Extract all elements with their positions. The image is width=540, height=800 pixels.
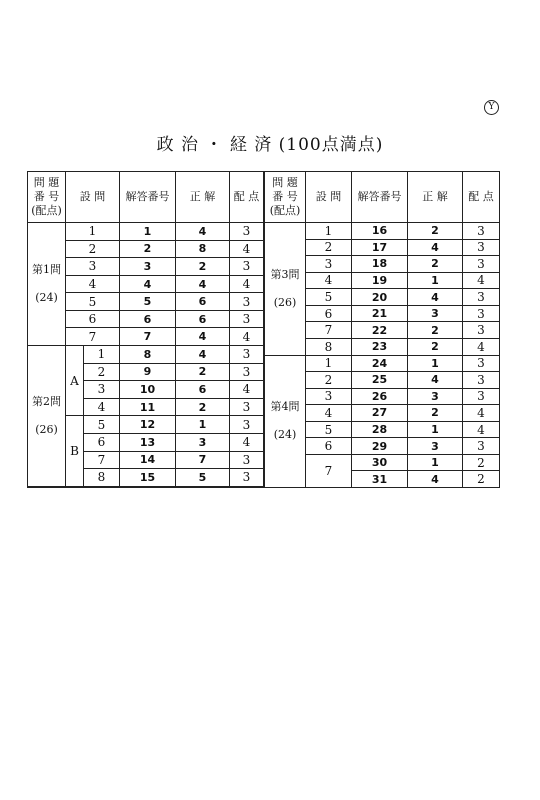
answer-number-cell: 22 xyxy=(352,322,408,339)
question-cell: 1 xyxy=(306,355,352,372)
correct-answer-cell: 5 xyxy=(176,469,230,487)
correct-answer-cell: 4 xyxy=(408,372,463,389)
answer-table-left xyxy=(27,171,264,488)
points-cell: 3 xyxy=(230,398,264,416)
points-cell: 3 xyxy=(463,388,500,405)
question-cell: 3 xyxy=(306,256,352,273)
header-section-number: 問 題 番 号 (配点) xyxy=(28,172,66,223)
correct-answer-cell: 1 xyxy=(408,272,463,289)
header-question: 設 問 xyxy=(306,172,352,223)
answer-table-right xyxy=(264,171,500,488)
answer-number-cell: 15 xyxy=(120,469,176,487)
correct-answer-cell: 3 xyxy=(408,388,463,405)
question-cell: 2 xyxy=(306,239,352,256)
points-cell: 3 xyxy=(230,293,264,311)
question-cell: 5 xyxy=(66,293,120,311)
points-cell: 3 xyxy=(463,239,500,256)
question-cell: 4 xyxy=(306,405,352,422)
header-correct: 正 解 xyxy=(408,172,463,223)
question-cell: 7 xyxy=(84,451,120,469)
table-row xyxy=(28,223,264,241)
points-cell: 3 xyxy=(463,355,500,372)
answer-number-cell: 13 xyxy=(120,433,176,451)
diagonal-empty-cell xyxy=(28,486,264,487)
correct-answer-cell: 4 xyxy=(408,289,463,306)
question-cell: 6 xyxy=(306,438,352,455)
points-cell: 2 xyxy=(463,454,500,471)
correct-answer-cell: 6 xyxy=(176,381,230,399)
answer-number-cell: 11 xyxy=(120,398,176,416)
page-title: 政 治 ・ 経 済 (100点満点) xyxy=(156,135,384,155)
correct-answer-cell: 4 xyxy=(176,328,230,346)
header-correct: 正 解 xyxy=(176,172,230,223)
correct-answer-cell: 2 xyxy=(408,223,463,240)
correct-answer-cell: 7 xyxy=(176,451,230,469)
question-cell: 7 xyxy=(66,328,120,346)
answer-number-cell: 31 xyxy=(352,471,408,488)
correct-answer-cell: 2 xyxy=(176,398,230,416)
section-4-label: 第4問 (24) xyxy=(265,355,306,488)
points-cell: 3 xyxy=(463,322,500,339)
answer-number-cell: 2 xyxy=(120,240,176,258)
table-row xyxy=(28,346,264,364)
question-cell: 4 xyxy=(66,275,120,293)
correct-answer-cell: 3 xyxy=(176,433,230,451)
question-cell: 3 xyxy=(66,258,120,276)
points-cell: 3 xyxy=(463,256,500,273)
section-2-label: 第2問 (26) xyxy=(28,346,66,487)
question-cell: 3 xyxy=(306,388,352,405)
answer-number-cell: 19 xyxy=(352,272,408,289)
question-cell: 6 xyxy=(84,433,120,451)
answer-number-cell: 29 xyxy=(352,438,408,455)
answer-number-cell: 3 xyxy=(120,258,176,276)
points-cell: 4 xyxy=(230,328,264,346)
header-answer-number: 解答番号 xyxy=(120,172,176,223)
correct-answer-cell: 1 xyxy=(408,355,463,372)
question-cell: 1 xyxy=(306,223,352,240)
points-cell: 3 xyxy=(230,363,264,381)
points-cell: 3 xyxy=(230,223,264,241)
points-cell: 4 xyxy=(463,272,500,289)
points-cell: 4 xyxy=(230,433,264,451)
subsection-b-label: B xyxy=(66,416,84,486)
table-header-row xyxy=(28,172,264,223)
correct-answer-cell: 4 xyxy=(176,346,230,364)
table-row xyxy=(265,223,500,240)
correct-answer-cell: 4 xyxy=(176,223,230,241)
question-cell: 4 xyxy=(306,272,352,289)
section-3-label: 第3問 (26) xyxy=(265,223,306,356)
answer-number-cell: 30 xyxy=(352,454,408,471)
table-header-row xyxy=(265,172,500,223)
question-cell: 5 xyxy=(84,416,120,434)
circled-y-mark: Y xyxy=(484,100,499,115)
answer-number-cell: 27 xyxy=(352,405,408,422)
points-cell: 3 xyxy=(463,305,500,322)
header-answer-number: 解答番号 xyxy=(352,172,408,223)
question-cell: 2 xyxy=(84,363,120,381)
points-cell: 4 xyxy=(230,240,264,258)
answer-number-cell: 10 xyxy=(120,381,176,399)
answer-number-cell: 5 xyxy=(120,293,176,311)
correct-answer-cell: 4 xyxy=(408,471,463,488)
correct-answer-cell: 2 xyxy=(176,363,230,381)
question-cell: 7 xyxy=(306,454,352,487)
correct-answer-cell: 2 xyxy=(408,338,463,355)
question-cell: 2 xyxy=(66,240,120,258)
question-cell: 5 xyxy=(306,289,352,306)
answer-number-cell: 28 xyxy=(352,421,408,438)
points-cell: 3 xyxy=(230,346,264,364)
header-section-number: 問 題 番 号 (配点) xyxy=(265,172,306,223)
answer-number-cell: 8 xyxy=(120,346,176,364)
correct-answer-cell: 1 xyxy=(408,454,463,471)
points-cell: 3 xyxy=(463,372,500,389)
section-1-label: 第1問 (24) xyxy=(28,223,66,346)
correct-answer-cell: 1 xyxy=(408,421,463,438)
question-cell: 6 xyxy=(66,310,120,328)
points-cell: 3 xyxy=(230,451,264,469)
question-cell: 1 xyxy=(84,346,120,364)
answer-number-cell: 9 xyxy=(120,363,176,381)
answer-number-cell: 18 xyxy=(352,256,408,273)
answer-number-cell: 6 xyxy=(120,310,176,328)
points-cell: 4 xyxy=(463,421,500,438)
subsection-a-label: A xyxy=(66,346,84,416)
points-cell: 2 xyxy=(463,471,500,488)
points-cell: 4 xyxy=(230,381,264,399)
answer-number-cell: 1 xyxy=(120,223,176,241)
points-cell: 4 xyxy=(230,275,264,293)
correct-answer-cell: 4 xyxy=(176,275,230,293)
answer-number-cell: 26 xyxy=(352,388,408,405)
answer-number-cell: 23 xyxy=(352,338,408,355)
answer-number-cell: 25 xyxy=(352,372,408,389)
points-cell: 4 xyxy=(463,405,500,422)
points-cell: 3 xyxy=(230,310,264,328)
header-points: 配 点 xyxy=(463,172,500,223)
points-cell: 3 xyxy=(230,469,264,487)
correct-answer-cell: 6 xyxy=(176,310,230,328)
answer-number-cell: 12 xyxy=(120,416,176,434)
correct-answer-cell: 3 xyxy=(408,305,463,322)
correct-answer-cell: 2 xyxy=(408,405,463,422)
answer-number-cell: 14 xyxy=(120,451,176,469)
question-cell: 8 xyxy=(84,469,120,487)
table-row xyxy=(265,355,500,372)
table-row-empty xyxy=(28,486,264,487)
points-cell: 3 xyxy=(463,223,500,240)
points-cell: 3 xyxy=(463,438,500,455)
correct-answer-cell: 3 xyxy=(408,438,463,455)
question-cell: 8 xyxy=(306,338,352,355)
correct-answer-cell: 2 xyxy=(176,258,230,276)
question-cell: 4 xyxy=(84,398,120,416)
correct-answer-cell: 2 xyxy=(408,256,463,273)
answer-number-cell: 20 xyxy=(352,289,408,306)
correct-answer-cell: 6 xyxy=(176,293,230,311)
answer-number-cell: 7 xyxy=(120,328,176,346)
correct-answer-cell: 1 xyxy=(176,416,230,434)
correct-answer-cell: 4 xyxy=(408,239,463,256)
points-cell: 3 xyxy=(230,258,264,276)
header-question: 設 問 xyxy=(66,172,120,223)
answer-number-cell: 24 xyxy=(352,355,408,372)
correct-answer-cell: 2 xyxy=(408,322,463,339)
points-cell: 3 xyxy=(230,416,264,434)
question-cell: 1 xyxy=(66,223,120,241)
question-cell: 2 xyxy=(306,372,352,389)
answer-number-cell: 17 xyxy=(352,239,408,256)
header-points: 配 点 xyxy=(230,172,264,223)
question-cell: 7 xyxy=(306,322,352,339)
correct-answer-cell: 8 xyxy=(176,240,230,258)
points-cell: 4 xyxy=(463,338,500,355)
points-cell: 3 xyxy=(463,289,500,306)
answer-number-cell: 16 xyxy=(352,223,408,240)
question-cell: 5 xyxy=(306,421,352,438)
answer-number-cell: 21 xyxy=(352,305,408,322)
question-cell: 3 xyxy=(84,381,120,399)
question-cell: 6 xyxy=(306,305,352,322)
answer-number-cell: 4 xyxy=(120,275,176,293)
